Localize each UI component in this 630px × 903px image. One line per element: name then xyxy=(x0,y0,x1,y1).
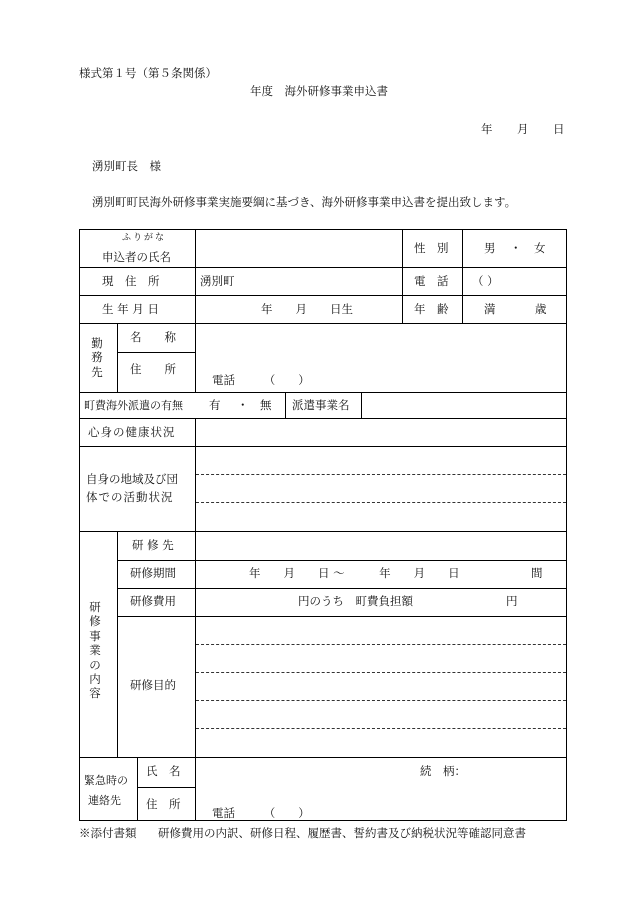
sex-female-option[interactable]: 女 xyxy=(534,241,546,255)
workplace-name-field[interactable] xyxy=(196,324,566,352)
training-destination-field[interactable] xyxy=(196,532,566,560)
training-cost-field[interactable]: 円のうち 町費負担額 xyxy=(298,594,413,608)
training-destination-label: 研 修 先 xyxy=(132,538,174,552)
birth-date-field[interactable]: 年 月 日生 xyxy=(261,302,353,316)
age-unit: 歳 xyxy=(535,302,547,316)
sex-label: 性 別 xyxy=(414,241,449,255)
attachments-list: 研修費用の内訳、研修日程、履歴書、誓約書及び納税状況等確認同意書 xyxy=(158,826,526,840)
address-label: 現 住 所 xyxy=(102,274,160,288)
form-title: 年度 海外研修事業申込書 xyxy=(250,84,388,98)
emergency-name-label: 氏 名 xyxy=(146,764,181,778)
applicant-name-label: 申込者の氏名 xyxy=(102,250,171,264)
training-period-label: 研修期間 xyxy=(130,566,176,580)
emergency-label-line1: 緊急時の xyxy=(84,774,128,787)
birth-date-label: 生 年 月 日 xyxy=(102,302,159,316)
training-content-label: 研 修 事 業 の 内 容 xyxy=(89,600,101,701)
sex-separator: ・ xyxy=(510,241,522,255)
address-field[interactable]: 湧別町 xyxy=(200,274,235,288)
workplace-phone-field[interactable]: 電話 （ ） xyxy=(212,373,310,387)
sex-male-option[interactable]: 男 xyxy=(484,241,496,255)
health-label: 心身の健康状況 xyxy=(88,425,176,439)
applicant-name-field[interactable] xyxy=(196,230,402,267)
dispatch-yes-option[interactable]: 有 xyxy=(209,398,221,412)
dispatch-label: 町費海外派遣の有無 xyxy=(84,399,183,412)
dispatch-project-label: 派遣事業名 xyxy=(292,398,350,412)
emergency-phone-field[interactable]: 電話 （ ） xyxy=(212,806,310,820)
addressee: 湧別町長 様 xyxy=(92,159,161,173)
intro-text: 湧別町町民海外研修事業実施要綱に基づき、海外研修事業申込書を提出致します。 xyxy=(92,195,517,209)
furigana-label: ふりがな xyxy=(122,233,167,243)
date-day-label: 日 xyxy=(553,122,565,136)
training-cost-unit: 円 xyxy=(506,594,518,608)
activity-label-line1: 自身の地域及び団 xyxy=(86,472,178,486)
activity-field[interactable] xyxy=(196,447,566,531)
workplace-address-label: 住 所 xyxy=(130,362,176,376)
attachments-label: ※添付書類 xyxy=(79,826,137,840)
emergency-relation-label: 続 柄： xyxy=(420,764,466,778)
dispatch-project-field[interactable] xyxy=(362,393,566,418)
date-year-label: 年 xyxy=(481,122,493,136)
training-purpose-field[interactable] xyxy=(196,617,566,757)
emergency-name-field[interactable] xyxy=(196,758,414,787)
age-label: 年 齢 xyxy=(414,302,449,316)
emergency-label-line2: 連絡先 xyxy=(88,794,121,807)
emergency-address-label: 住 所 xyxy=(146,797,181,811)
date-month-label: 月 xyxy=(517,122,529,136)
training-period-unit: 間 xyxy=(531,566,543,580)
dispatch-separator: ・ xyxy=(237,398,249,412)
phone-label: 電 話 xyxy=(414,274,449,288)
age-prefix: 満 xyxy=(484,302,496,316)
training-cost-label: 研修費用 xyxy=(130,594,176,608)
workplace-label: 勤 務 先 xyxy=(91,336,103,379)
workplace-name-label: 名 称 xyxy=(130,330,176,344)
dispatch-no-option[interactable]: 無 xyxy=(260,398,272,412)
phone-field[interactable]: （ ） xyxy=(472,274,499,288)
training-period-field[interactable]: 年 月 日 〜 年 月 日 xyxy=(249,566,460,580)
form-number: 様式第１号（第５条関係） xyxy=(79,66,217,80)
training-purpose-label: 研修目的 xyxy=(130,678,176,692)
activity-label-line2: 体での活動状況 xyxy=(86,490,174,504)
health-field[interactable] xyxy=(196,419,566,446)
